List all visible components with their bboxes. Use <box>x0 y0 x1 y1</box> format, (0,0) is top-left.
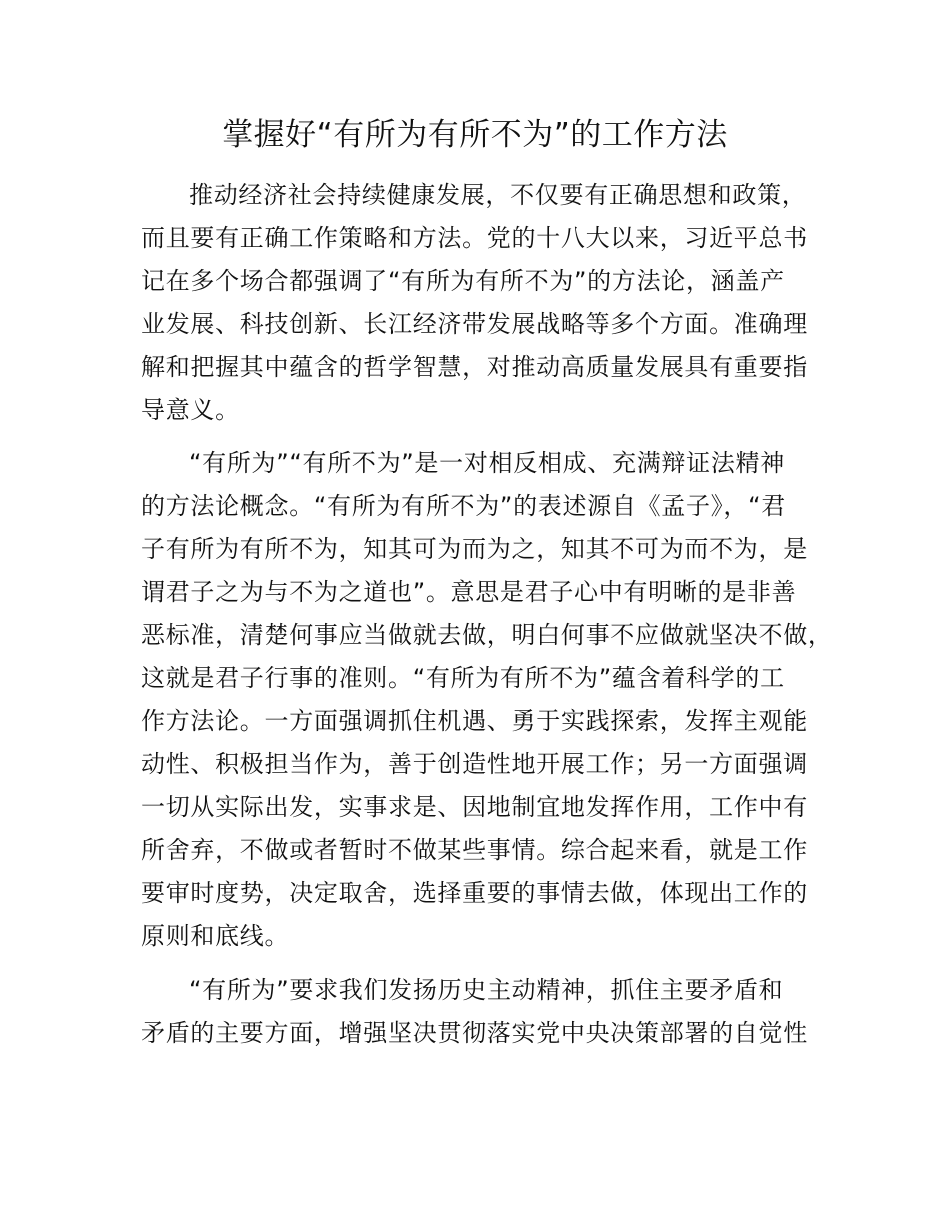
paragraph-2-line: 动性、积极担当作为，善于创造性地开展工作；另一方面强调 <box>141 750 808 778</box>
document-title: 掌握好“有所为有所不为”的工作方法 <box>222 117 728 153</box>
paragraph-2-line: 要审时度势，决定取舍，选择重要的事情去做，体现出工作的 <box>141 879 808 907</box>
paragraph-1-line: 而且要有正确工作策略和方法。党的十八大以来，习近平总书 <box>141 224 808 252</box>
paragraph-2-line: 这就是君子行事的准则。“有所为有所不为”蕴含着科学的工 <box>141 664 785 692</box>
paragraph-1-line: 业发展、科技创新、长江经济带发展战略等多个方面。准确理 <box>141 310 808 338</box>
paragraph-2-line: 一切从实际出发，实事求是、因地制宜地发挥作用，工作中有 <box>141 793 808 821</box>
paragraph-3-line: 矛盾的主要方面，增强坚决贯彻落实党中央决策部署的自觉性 <box>141 1019 808 1047</box>
paragraph-2-line: “有所为”“有所不为”是一对相反相成、充满辩证法精神 <box>189 449 785 477</box>
paragraph-1-line: 记在多个场合都强调了“有所为有所不为”的方法论，涵盖产 <box>141 267 785 295</box>
paragraph-2-line: 作方法论。一方面强调抓住机遇、勇于实践探索，发挥主观能 <box>141 707 808 735</box>
paragraph-2-line: 原则和底线。 <box>141 922 290 950</box>
paragraph-2-line: 谓君子之为与不为之道也”。意思是君子心中有明晰的是非善 <box>141 578 797 606</box>
paragraph-3-line: “有所为”要求我们发扬历史主动精神，抓住主要矛盾和 <box>189 976 784 1004</box>
paragraph-1-line: 导意义。 <box>141 396 240 424</box>
paragraph-1-line: 解和把握其中蕴含的哲学智慧，对推动高质量发展具有重要指 <box>141 353 808 381</box>
paragraph-2-line: 子有所为有所不为，知其可为而为之，知其不可为而不为，是 <box>141 535 808 563</box>
paragraph-2-line: 恶标准，清楚何事应当做就去做，明白何事不应做就坚决不做， <box>141 621 833 649</box>
paragraph-1-line: 推动经济社会持续健康发展，不仅要有正确思想和政策， <box>189 181 807 209</box>
paragraph-2-line: 的方法论概念。“有所为有所不为”的表述源自《孟子》，“君 <box>141 492 786 520</box>
paragraph-2-line: 所舍弃，不做或者暂时不做某些事情。综合起来看，就是工作 <box>141 836 808 864</box>
